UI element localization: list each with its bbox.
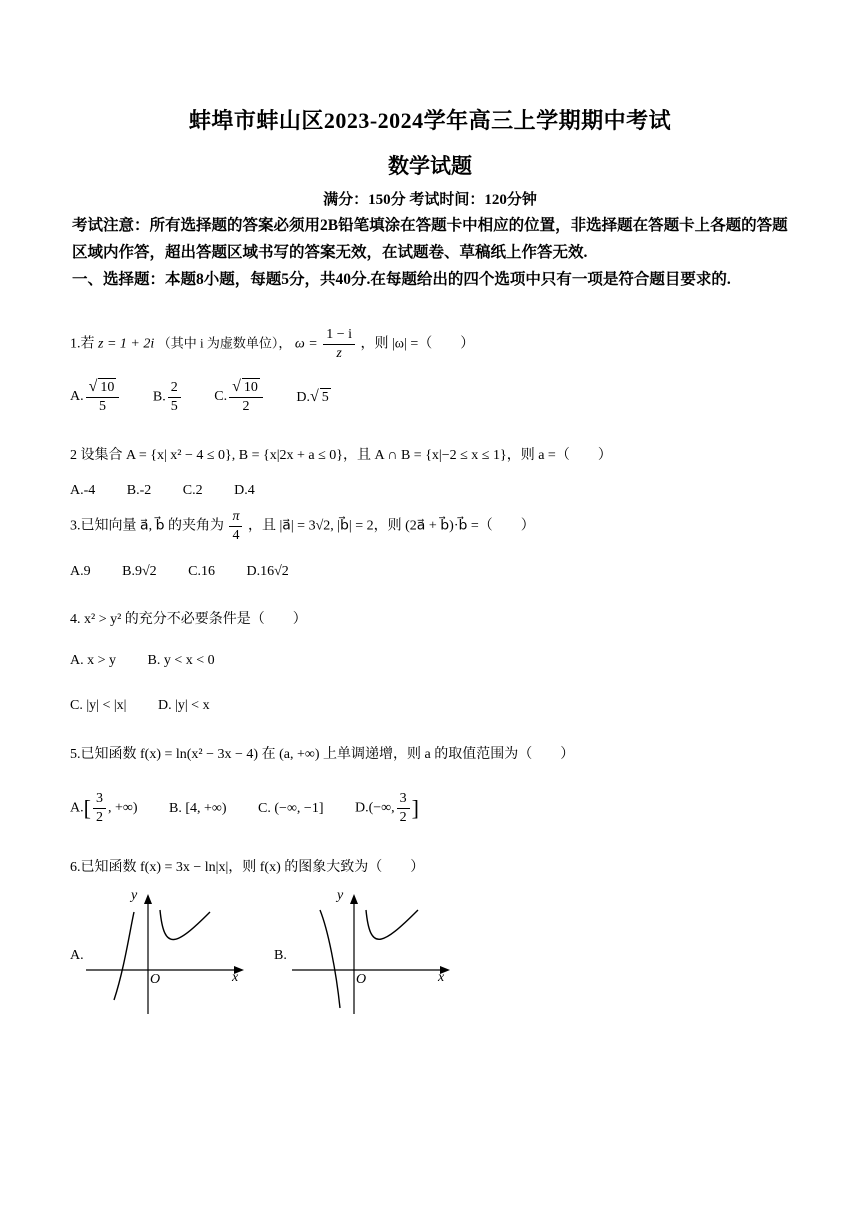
q5-option-c: C. (−∞, −1] bbox=[258, 800, 324, 816]
graph-b-y-label: y bbox=[337, 888, 344, 903]
question-4-options-cd bbox=[70, 698, 238, 714]
q1-option-d: D.√ 5 bbox=[296, 387, 329, 405]
q3-option-a: A.9 bbox=[70, 564, 91, 579]
graph-b-x-label: x bbox=[438, 970, 445, 985]
graph-b-origin: O bbox=[356, 972, 367, 987]
q5-option-a: A.[ $\frac{3}{2}$ , +∞) bbox=[70, 791, 138, 825]
question-1: 1.若 z = 1 + 2i （其中 i 为虚数单位）， ω = $\frac{1 - i}{z}$ ，则 |ω| =（ ） bbox=[70, 327, 475, 361]
question-3-options bbox=[70, 564, 317, 580]
q1-option-c: C. $\frac{√ 10}{2}$ bbox=[214, 378, 265, 416]
exam-meta: 满分：150分 考试时间：120分钟 bbox=[323, 192, 537, 208]
graph-b-label: B. bbox=[274, 948, 287, 963]
q2-option-c: C.2 bbox=[182, 483, 203, 498]
q3-fraction: $\frac{\pi}{4}$ bbox=[229, 508, 242, 545]
q1-option-a: A. $\frac{√ 10}{5}$ bbox=[70, 378, 121, 416]
q1-option-b: B. $\frac{2}{5}$ bbox=[153, 379, 183, 416]
q4-option-d: D. |y| < x bbox=[157, 698, 210, 713]
question-2-options bbox=[70, 483, 283, 499]
question-1-options bbox=[70, 378, 359, 416]
q4-option-b: B. y < x < 0 bbox=[147, 653, 215, 668]
q2-option-a: A.-4 bbox=[70, 483, 96, 498]
question-2: 2 设集合 A = {x| x² − 4 ≤ 0}, B = {x|2x + a ≤ 0}，且 A ∩ B = {x|−2 ≤ x ≤ 1}，则 a =（ ） bbox=[70, 448, 612, 463]
section-heading: 一、选择题：本题8小题，每题5分，共40分.在每题给出的四个选项中只有一项是符合题目要求的. bbox=[72, 271, 731, 288]
q5-option-d: D.(−∞, $\frac{3}{2}$ ] bbox=[354, 791, 419, 825]
q4-option-a: A. x > y bbox=[70, 653, 117, 668]
question-5-options bbox=[70, 790, 447, 827]
question-4: 4. x² > y² 的充分不必要条件是（ ） bbox=[70, 612, 307, 627]
q2-option-d: D.4 bbox=[234, 483, 255, 498]
q4-option-c: C. |y| < |x| bbox=[70, 698, 127, 713]
q2-option-b: B.-2 bbox=[126, 483, 152, 498]
question-6: 6.已知函数 f(x) = 3x − ln|x|，则 f(x) 的图象大致为（ ） bbox=[70, 860, 425, 875]
q1-fraction: $\frac{1 - i}{z}$ bbox=[323, 326, 355, 363]
graph-a-y-label: y bbox=[131, 888, 138, 903]
graph-a bbox=[84, 890, 250, 1018]
exam-subtitle: 数学试题 bbox=[388, 154, 472, 178]
question-3: 3.已知向量 a⃗, b⃗ 的夹角为 $\frac{\pi}{4}$ ，且 |a⃗| = 3√2, |b⃗| = 2，则 (2a⃗ + b⃗)·b⃗ =（ ） bbox=[70, 509, 535, 543]
q3-option-c: C.16 bbox=[188, 564, 215, 579]
graph-a-x-label: x bbox=[232, 970, 239, 985]
exam-title: 蚌埠市蚌山区2023-2024学年高三上学期期中考试 bbox=[188, 108, 672, 133]
q3-option-b: B.9√2 bbox=[122, 564, 157, 579]
exam-notice: 考试注意：所有选择题的答案必须用2B铅笔填涂在答题卡中相应的位置，非选择题在答题卡上各题的答题区域内作答，超出答题区域书写的答案无效，在试题卷、草稿纸上作答无效. bbox=[72, 217, 788, 261]
question-5: 5.已知函数 f(x) = ln(x² − 3x − 4) 在 (a, +∞) 上单调递增，则 a 的取值范围为（ ） bbox=[70, 747, 575, 762]
q3-option-d: D.16√2 bbox=[246, 564, 289, 579]
graph-a-origin: O bbox=[150, 972, 161, 987]
graph-b bbox=[290, 890, 456, 1018]
graph-a-label: A. bbox=[70, 948, 84, 963]
question-4-options-ab bbox=[70, 653, 243, 669]
q5-option-b: B. [4, +∞) bbox=[169, 800, 227, 816]
